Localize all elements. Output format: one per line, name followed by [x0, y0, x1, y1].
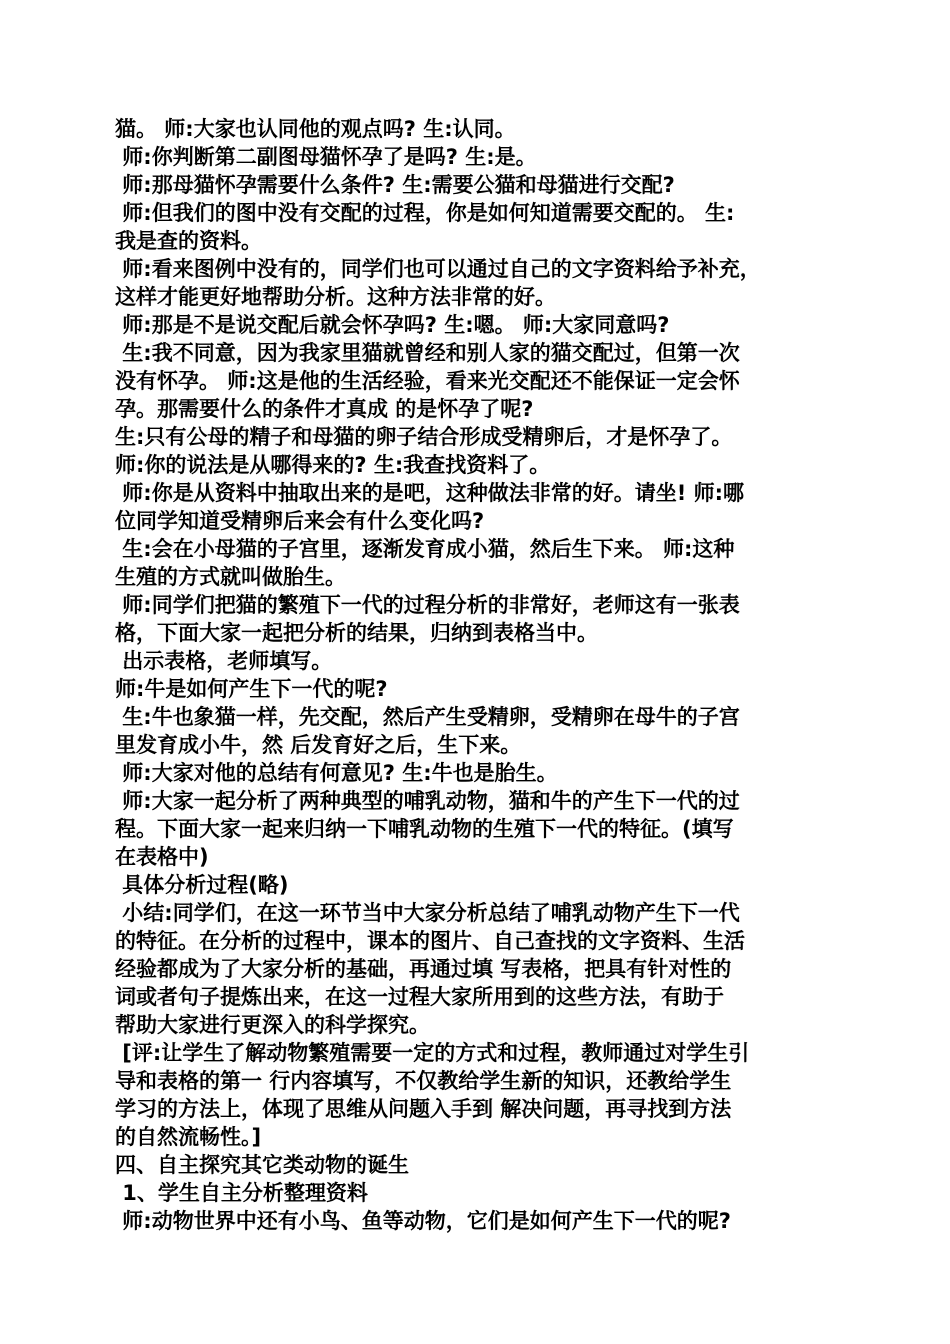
body-text — [115, 115, 837, 1235]
text-line: 没有怀孕。 师:这是他的生活经验，看来光交配还不能保证一定会怀 — [115, 369, 740, 393]
text-line: 师:同学们把猫的繁殖下一代的过程分析的非常好，老师这有一张表 — [115, 593, 740, 617]
text-line: 师:你的说法是从哪得来的? 生:我查找资料了。 — [115, 453, 551, 477]
text-line: 师:牛是如何产生下一代的呢? — [115, 677, 388, 701]
text-line: 经验都成为了大家分析的基础，再通过填 写表格，把具有针对性的 — [115, 957, 732, 981]
text-line: 师:大家一起分析了两种典型的哺乳动物，猫和牛的产生下一代的过 — [115, 789, 740, 813]
subsection-heading: 1、学生自主分析整理资料 — [115, 1181, 368, 1205]
text-line: 生:会在小母猫的子宫里，逐渐发育成小猫，然后生下来。 师:这种 — [115, 537, 735, 561]
text-line: 出示表格，老师填写。 — [115, 649, 333, 673]
text-line: 的自然流畅性。] — [115, 1125, 262, 1149]
text-line: 师:那母猫怀孕需要什么条件? 生:需要公猫和母猫进行交配? — [115, 173, 675, 197]
text-line: 词或者句子提炼出来，在这一过程大家所用到的这些方法，有助于 — [115, 985, 724, 1009]
text-line: 孕。那需要什么的条件才真成 的是怀孕了呢? — [115, 397, 534, 421]
text-line: 程。下面大家一起来归纳一下哺乳动物的生殖下一代的特征。(填写 — [115, 817, 734, 841]
text-line: 具体分析过程(略) — [115, 873, 289, 897]
text-line: 师:你是从资料中抽取出来的是吧，这种做法非常的好。请坐! 师:哪 — [115, 481, 744, 505]
text-line: 师:但我们的图中没有交配的过程，你是如何知道需要交配的。 生: — [115, 201, 735, 225]
text-line: 小结:同学们，在这一环节当中大家分析总结了哺乳动物产生下一代 — [115, 901, 740, 925]
text-line: 在表格中) — [115, 845, 209, 869]
text-line: 这样才能更好地帮助分析。这种方法非常的好。 — [115, 285, 556, 309]
text-line: 生殖的方式就叫做胎生。 — [115, 565, 346, 589]
text-line: 的特征。在分析的过程中，课本的图片、自己查找的文字资料、生活 — [115, 929, 745, 953]
text-line: 里发育成小牛，然 后发育好之后，生下来。 — [115, 733, 522, 757]
text-line: 猫。 师:大家也认同他的观点吗? 生:认同。 — [115, 117, 516, 141]
text-line: 生:我不同意，因为我家里猫就曾经和别人家的猫交配过，但第一次 — [115, 341, 740, 365]
text-line: 生:只有公母的精子和母猫的卵子结合形成受精卵后，才是怀孕了。 — [115, 425, 733, 449]
text-line: 师:动物世界中还有小鸟、鱼等动物，它们是如何产生下一代的呢? — [115, 1209, 731, 1233]
text-line: 帮助大家进行更深入的科学探究。 — [115, 1013, 430, 1037]
text-line: 格，下面大家一起把分析的结果，归纳到表格当中。 — [115, 621, 598, 645]
text-line: 我是查的资料。 — [115, 229, 262, 253]
section-heading: 四、自主探究其它类动物的诞生 — [115, 1153, 409, 1177]
text-line: 导和表格的第一 行内容填写，不仅教给学生新的知识，还教给学生 — [115, 1069, 732, 1093]
text-line: 生:牛也象猫一样，先交配，然后产生受精卵，受精卵在母牛的子宫 — [115, 705, 740, 729]
text-line: 位同学知道受精卵后来会有什么变化吗? — [115, 509, 485, 533]
text-line: 学习的方法上，体现了思维从问题入手到 解决问题，再寻找到方法 — [115, 1097, 732, 1121]
text-line: 师:大家对他的总结有何意见? 生:牛也是胎生。 — [115, 761, 558, 785]
text-line: [评:让学生了解动物繁殖需要一定的方式和过程，教师通过对学生引 — [115, 1041, 750, 1065]
text-line: 师:看来图例中没有的，同学们也可以通过自己的文字资料给予补充， — [115, 257, 761, 281]
text-line: 师:你判断第二副图母猫怀孕了是吗? 生:是。 — [115, 145, 537, 169]
text-line: 师:那是不是说交配后就会怀孕吗? 生:嗯。 师:大家同意吗? — [115, 313, 670, 337]
